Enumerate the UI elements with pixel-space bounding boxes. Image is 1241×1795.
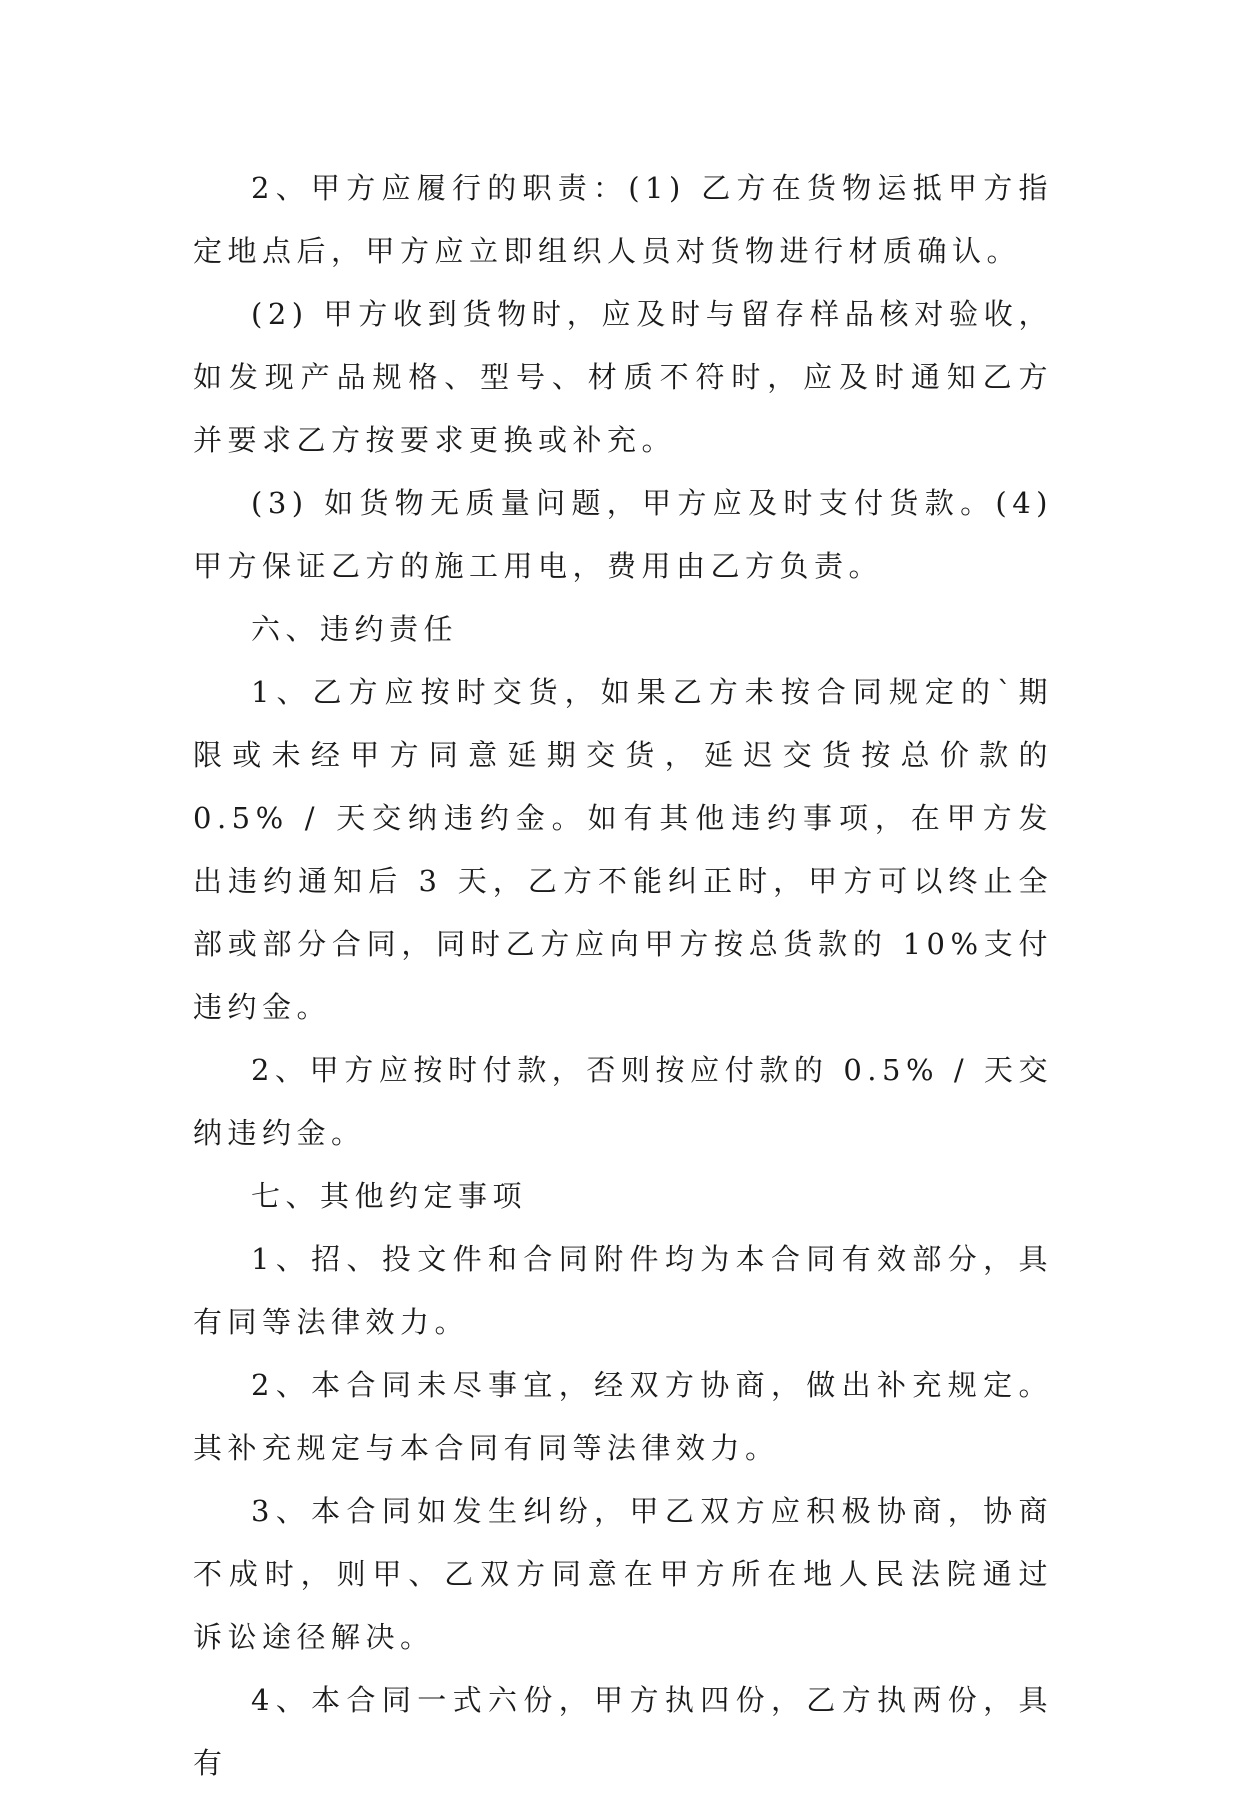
clause-attachments: 1、招、投文件和合同附件均为本合同有效部分，具有同等法律效力。: [193, 1242, 1053, 1339]
section-heading-other: 七、其他约定事项: [251, 1179, 528, 1213]
clause-payment-power: (3) 如货物无质量问题，甲方应及时支付货款。(4) 甲方保证乙方的施工用电，费用由乙方负责。: [193, 486, 1053, 583]
section-heading-breach: 六、违约责任: [251, 612, 459, 646]
document-body: [193, 157, 1053, 1795]
clause-inspection: (2) 甲方收到货物时，应及时与留存样品核对验收，如发现产品规格、型号、材质不符时，应及时通知乙方并要求乙方按要求更换或补充。: [193, 297, 1053, 457]
clause-supplements: 2、本合同未尽事宜，经双方协商，做出补充规定。其补充规定与本合同有同等法律效力。: [193, 1368, 1053, 1465]
clause-party-a-duties: 2、甲方应履行的职责：(1) 乙方在货物运抵甲方指定地点后，甲方应立即组织人员对货物进行材质确认。: [193, 171, 1053, 268]
clause-delivery-penalty: 1、乙方应按时交货，如果乙方未按合同规定的`期限或未经甲方同意延期交货，延迟交货按总价款的 0.5% / 天交纳违约金。如有其他违约事项，在甲方发出违约通知后 3 天，乙方不能纠正时，甲方可以终止全部或部分合同，同时乙方应向甲方按总货款的 10%支付违约金。: [193, 675, 1053, 1024]
clause-disputes: 3、本合同如发生纠纷，甲乙双方应积极协商，协商不成时，则甲、乙双方同意在甲方所在地人民法院通过诉讼途径解决。: [193, 1494, 1053, 1654]
clause-payment-penalty: 2、甲方应按时付款，否则按应付款的 0.5% / 天交纳违约金。: [193, 1053, 1053, 1150]
clause-copies: 4、本合同一式六份，甲方执四份，乙方执两份，具有: [193, 1683, 1053, 1780]
